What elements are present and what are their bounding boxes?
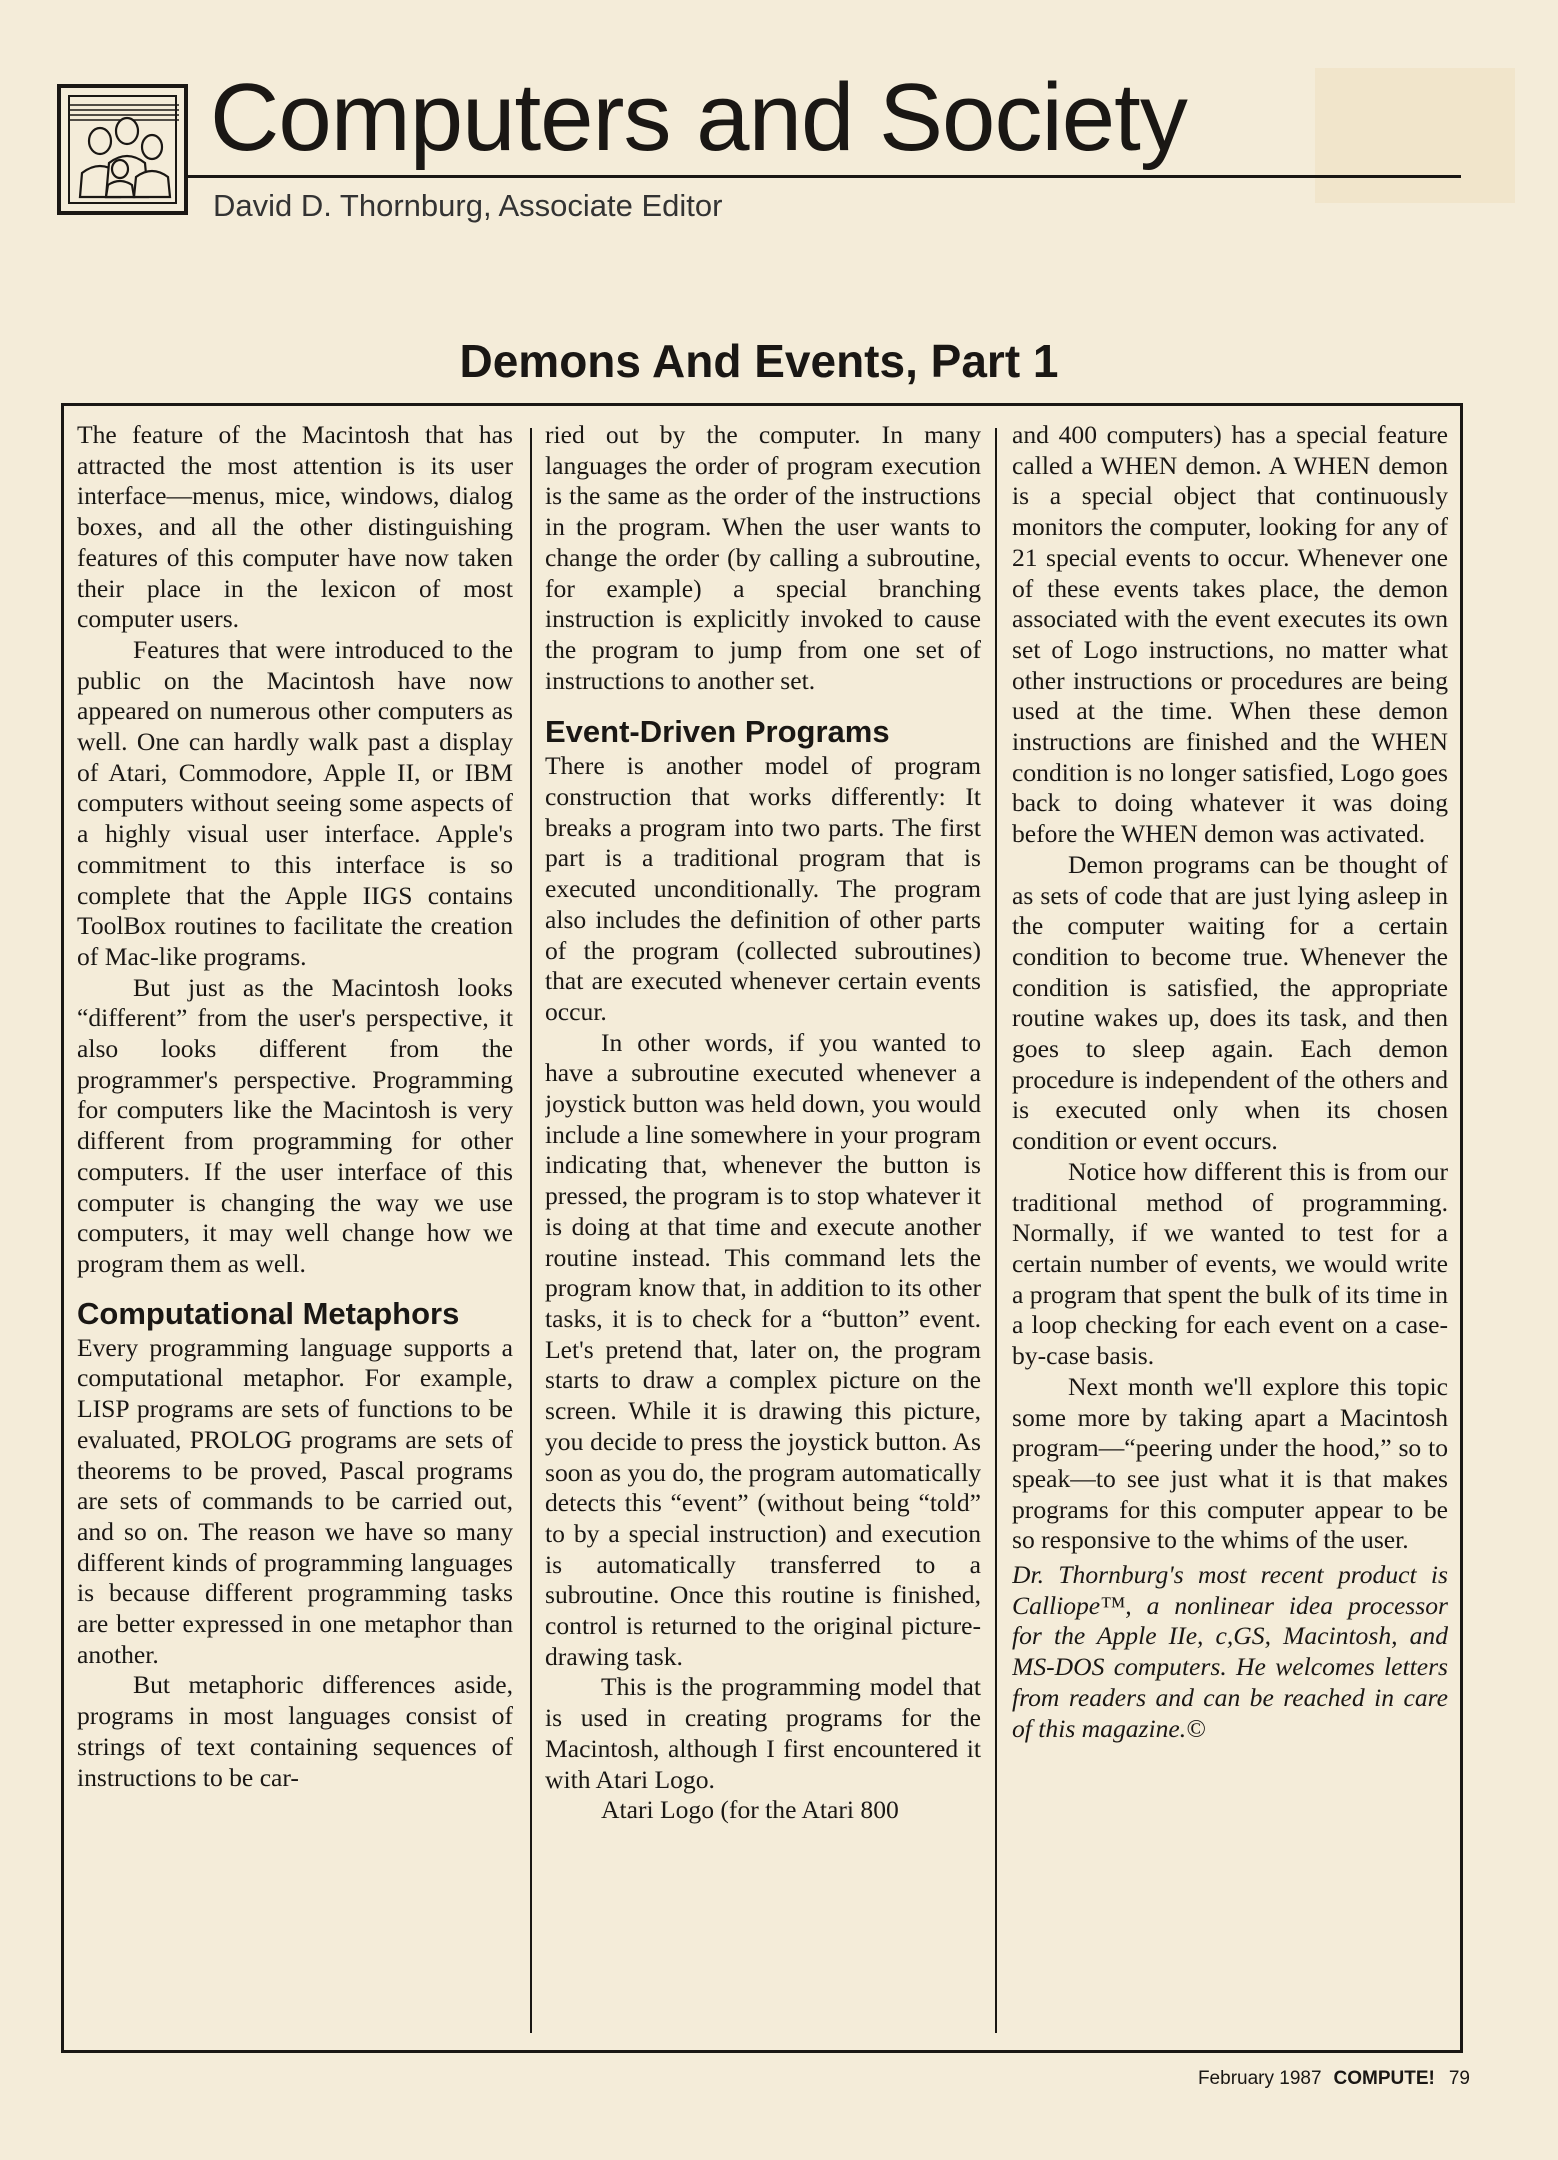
people-group-icon — [68, 95, 177, 204]
section-title: Computers and Society — [210, 64, 1187, 171]
author-bio: Dr. Thornburg's most recent product is Calliope™, a nonlinear idea processor for the Apple IIe, c,GS, Macintosh, and MS-DOS computers. He welcomes letters from readers and can be reached in care of this magazine.© — [1012, 1560, 1448, 1743]
paragraph: Notice how different this is from our traditional method of programming. Normally, if we wanted to test for a certain number of events, we would write a program that spent the bulk of its time in a loop checking for each event on a case-by-case basis. — [1012, 1156, 1448, 1371]
section-logo — [57, 84, 188, 215]
paragraph: Atari Logo (for the Atari 800 — [601, 1795, 899, 1825]
paragraph: Every programming language supports a computational metaphor. For example, LISP programs are sets of functions to be evaluated, PROLOG programs are sets of theorems to be proved, Pascal programs are sets of commands to be carried out, and so on. The reason we have so many different kinds of programming languages is because different programming tasks are better expressed in one metaphor than another. — [77, 1332, 513, 1669]
byline: David D. Thornburg, Associate Editor — [213, 188, 723, 223]
article-title: Demons And Events, Part 1 — [459, 335, 1059, 387]
paragraph: Demon programs can be thought of as sets of code that are just lying asleep in the computer waiting for a certain condition to become true. Whenever the condition is satisfied, the appropriate routine wakes up, does its task, and then goes to sleep again. Each demon procedure is independent of the others and is executed only when its chosen condition or event occurs. — [1012, 849, 1448, 1156]
paragraph: But metaphoric differences aside, programs in most languages consist of strings of text containing sequences of instructions to be car- — [77, 1670, 513, 1792]
paragraph: This is the programming model that is used in creating programs for the Macintosh, although I first encountered it with Atari Logo. — [545, 1672, 981, 1794]
subheading: Event-Driven Programs — [545, 714, 890, 750]
paragraph: The feature of the Macintosh that has attracted the most attention is its user interface—menus, mice, windows, dialog boxes, and all the other distinguishing features of this computer have now taken their place in the lexicon of most computer users. — [77, 420, 513, 634]
paragraph: ried out by the computer. In many languages the order of program execution is the same as the order of the instructions in the program. When the user wants to change the order (by calling a subroutine, for example) a special branching instruction is explicitly invoked to cause the program to jump from one set of instructions to another set. — [545, 420, 981, 695]
magazine-name: COMPUTE! — [1333, 2068, 1435, 2089]
paragraph: In other words, if you wanted to have a subroutine executed whenever a joystick button was held down, you would include a line somewhere in your program indicating that, whenever the button is pressed, the program is to stop whatever it is doing at that time and execute another routine instead. This command lets the program know that, in addition to its other tasks, it is to check for a “button” event. Let's pretend that, later on, the program starts to draw a complex picture on the screen. While it is drawing this picture, you decide to press the joystick button. As soon as you do, the program automatically detects this “event” (without being “told” to by a special instruction) and execution is automatically transferred to a subroutine. Once this routine is finished, control is returned to the original picture-drawing task. — [545, 1027, 981, 1671]
page-number: 79 — [1448, 2068, 1470, 2089]
column-divider — [530, 428, 532, 2033]
header-divider — [188, 175, 1461, 178]
paragraph: Next month we'll explore this topic some more by taking apart a Macintosh program—“peering under the hood,” so to speak—to see just what it is that makes programs for this computer appear to be so responsive to the whims of the user. — [1012, 1371, 1448, 1555]
issue-date: February 1987 — [1197, 2068, 1322, 2089]
paragraph: Features that were introduced to the public on the Macintosh have now appeared on numerous other computers as well. One can hardly walk past a display of Atari, Commodore, Apple II, or IBM computers without seeing some aspects of a highly visual user interface. Apple's commitment to this interface is so complete that the Apple IIGS contains ToolBox routines to facilitate the creation of Mac-like programs. — [77, 634, 513, 971]
page-footer — [1198, 2068, 1470, 2090]
paragraph: But just as the Macintosh looks “different” from the user's perspective, it also looks different from the programmer's perspective. Programming for computers like the Macintosh is very different from programming for other computers. If the user interface of this computer is changing the way we use computers, it may well change how we program them as well. — [77, 972, 513, 1278]
paragraph: There is another model of program construction that works differently: It breaks a program into two parts. The first part is a traditional program that is executed unconditionally. The program also includes the definition of other parts of the program (collected subroutines) that are executed whenever certain events occur. — [545, 751, 981, 1026]
subheading: Computational Metaphors — [77, 1295, 460, 1331]
faded-background-block — [1315, 68, 1515, 203]
article-column-3 — [1012, 420, 1448, 2040]
article-column-2 — [545, 420, 981, 2040]
article-column-1 — [77, 420, 513, 2040]
column-divider — [995, 428, 997, 2033]
paragraph: and 400 computers) has a special feature called a WHEN demon. A WHEN demon is a special object that continuously monitors the computer, looking for any of 21 special events to occur. Whenever one of these events takes place, the demon associated with the event executes its own set of Logo instructions, no matter what other instructions or procedures are being used at the time. When these demon instructions are finished and the WHEN condition is no longer satisfied, Logo goes back to doing whatever it was doing before the WHEN demon was activated. — [1012, 420, 1448, 849]
